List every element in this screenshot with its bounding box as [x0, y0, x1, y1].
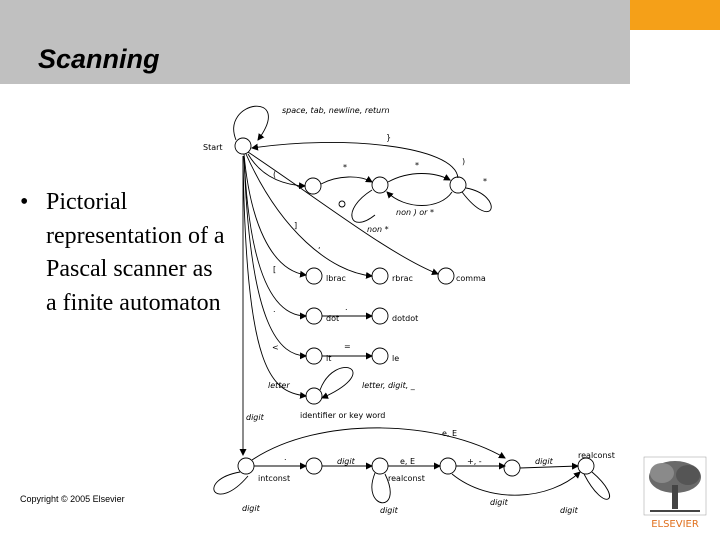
state-comma — [438, 268, 454, 284]
label-digit-down: digit — [246, 413, 264, 422]
label-digit-frac: digit — [337, 457, 355, 466]
label-star3: * — [483, 177, 487, 186]
edge-dot — [244, 156, 306, 316]
label-intconst: intconst — [258, 474, 291, 483]
edge-exp-direct — [452, 472, 580, 495]
label-realconst-end: realconst — [578, 451, 615, 460]
accent-bar — [630, 0, 720, 30]
label-rbrace: } — [386, 133, 392, 142]
label-comma-edge: , — [318, 241, 321, 250]
label-lbrack: [ — [273, 265, 277, 274]
bullet-icon: • — [20, 189, 29, 215]
state-exp — [440, 458, 456, 474]
label-digit-exp: digit — [535, 457, 553, 466]
label-star2: * — [415, 161, 419, 170]
label-not-star: non * — [367, 225, 389, 234]
label-not-rparen: non ) or * — [396, 208, 434, 217]
state-lparen-alt — [339, 201, 345, 207]
state-dotdot — [372, 308, 388, 324]
label-digit-int-loop: digit — [242, 504, 260, 513]
edge-digit-exp — [520, 466, 578, 468]
state-lparen — [305, 178, 321, 194]
edge-not-rparen — [387, 192, 452, 206]
label-letter-digit: letter, digit, _ — [362, 381, 415, 390]
loop-ident — [320, 367, 353, 398]
edge-letter — [243, 156, 306, 396]
label-plusminus: +, - — [467, 457, 482, 466]
label-start: Start — [203, 143, 223, 152]
state-lt — [306, 348, 322, 364]
loop-star — [462, 188, 491, 212]
state-lbrac — [306, 268, 322, 284]
label-lparen: ( — [273, 170, 277, 179]
edge-eE-top — [252, 428, 505, 460]
state-realconst-end — [578, 458, 594, 474]
label-lbrac: lbrac — [326, 274, 346, 283]
edge-star1 — [321, 177, 372, 184]
label-le: le — [392, 354, 400, 363]
label-dotdot: dotdot — [392, 314, 419, 323]
label-digit-exp-loop1: digit — [490, 498, 508, 507]
label-eE-top: e, E — [442, 429, 458, 438]
state-exp-sign — [504, 460, 520, 476]
bullet-text: Pictorial representation of a Pascal scanner as a finite automaton — [46, 189, 225, 316]
state-ident — [306, 388, 322, 404]
label-space: space, tab, newline, return — [282, 106, 390, 115]
label-eq-edge: = — [344, 342, 351, 351]
start-self-loop — [234, 106, 269, 140]
elsevier-logo — [640, 455, 710, 535]
label-lt: lt — [326, 354, 332, 363]
state-comment — [372, 177, 388, 193]
loop-comment — [352, 190, 375, 222]
edge-rbrack — [246, 154, 372, 276]
label-comma-state: comma — [456, 274, 486, 283]
label-digit-exp-loop2: digit — [560, 506, 578, 515]
state-intconst — [238, 458, 254, 474]
label-digit-real-loop: digit — [380, 506, 398, 515]
label-eE-mid: e, E — [400, 457, 416, 466]
state-realconst-mid — [372, 458, 388, 474]
loop-intconst — [214, 472, 248, 494]
label-letter: letter — [268, 381, 290, 390]
state-start — [235, 138, 251, 154]
label-dot-int: . — [284, 453, 287, 462]
label-lt-edge: < — [272, 343, 279, 352]
label-dot: dot — [326, 314, 340, 323]
copyright: Copyright © 2005 Elsevier — [20, 494, 125, 504]
state-le — [372, 348, 388, 364]
label-rbrac: rbrac — [392, 274, 413, 283]
logo-text: ELSEVIER — [651, 519, 699, 530]
label-realconst-mid: realconst — [388, 474, 425, 483]
label-ident: identifier or key word — [300, 411, 386, 420]
label-dot2-edge: . — [345, 303, 348, 312]
label-rparen: ) — [462, 157, 466, 166]
label-rbrack: ] — [294, 221, 298, 230]
state-int-dot — [306, 458, 322, 474]
label-star1: * — [343, 163, 347, 172]
slide-title: Scanning — [38, 44, 160, 74]
finite-automaton-diagram — [200, 90, 630, 540]
edge-rbrace — [252, 142, 458, 178]
edge-lparen — [248, 154, 305, 186]
edge-star2 — [388, 174, 450, 183]
label-dot-edge: . — [273, 305, 276, 314]
loop-exp-end — [584, 472, 610, 499]
state-comment-star — [450, 177, 466, 193]
tree-logo-icon — [640, 455, 710, 535]
state-dot — [306, 308, 322, 324]
state-rbrac — [372, 268, 388, 284]
